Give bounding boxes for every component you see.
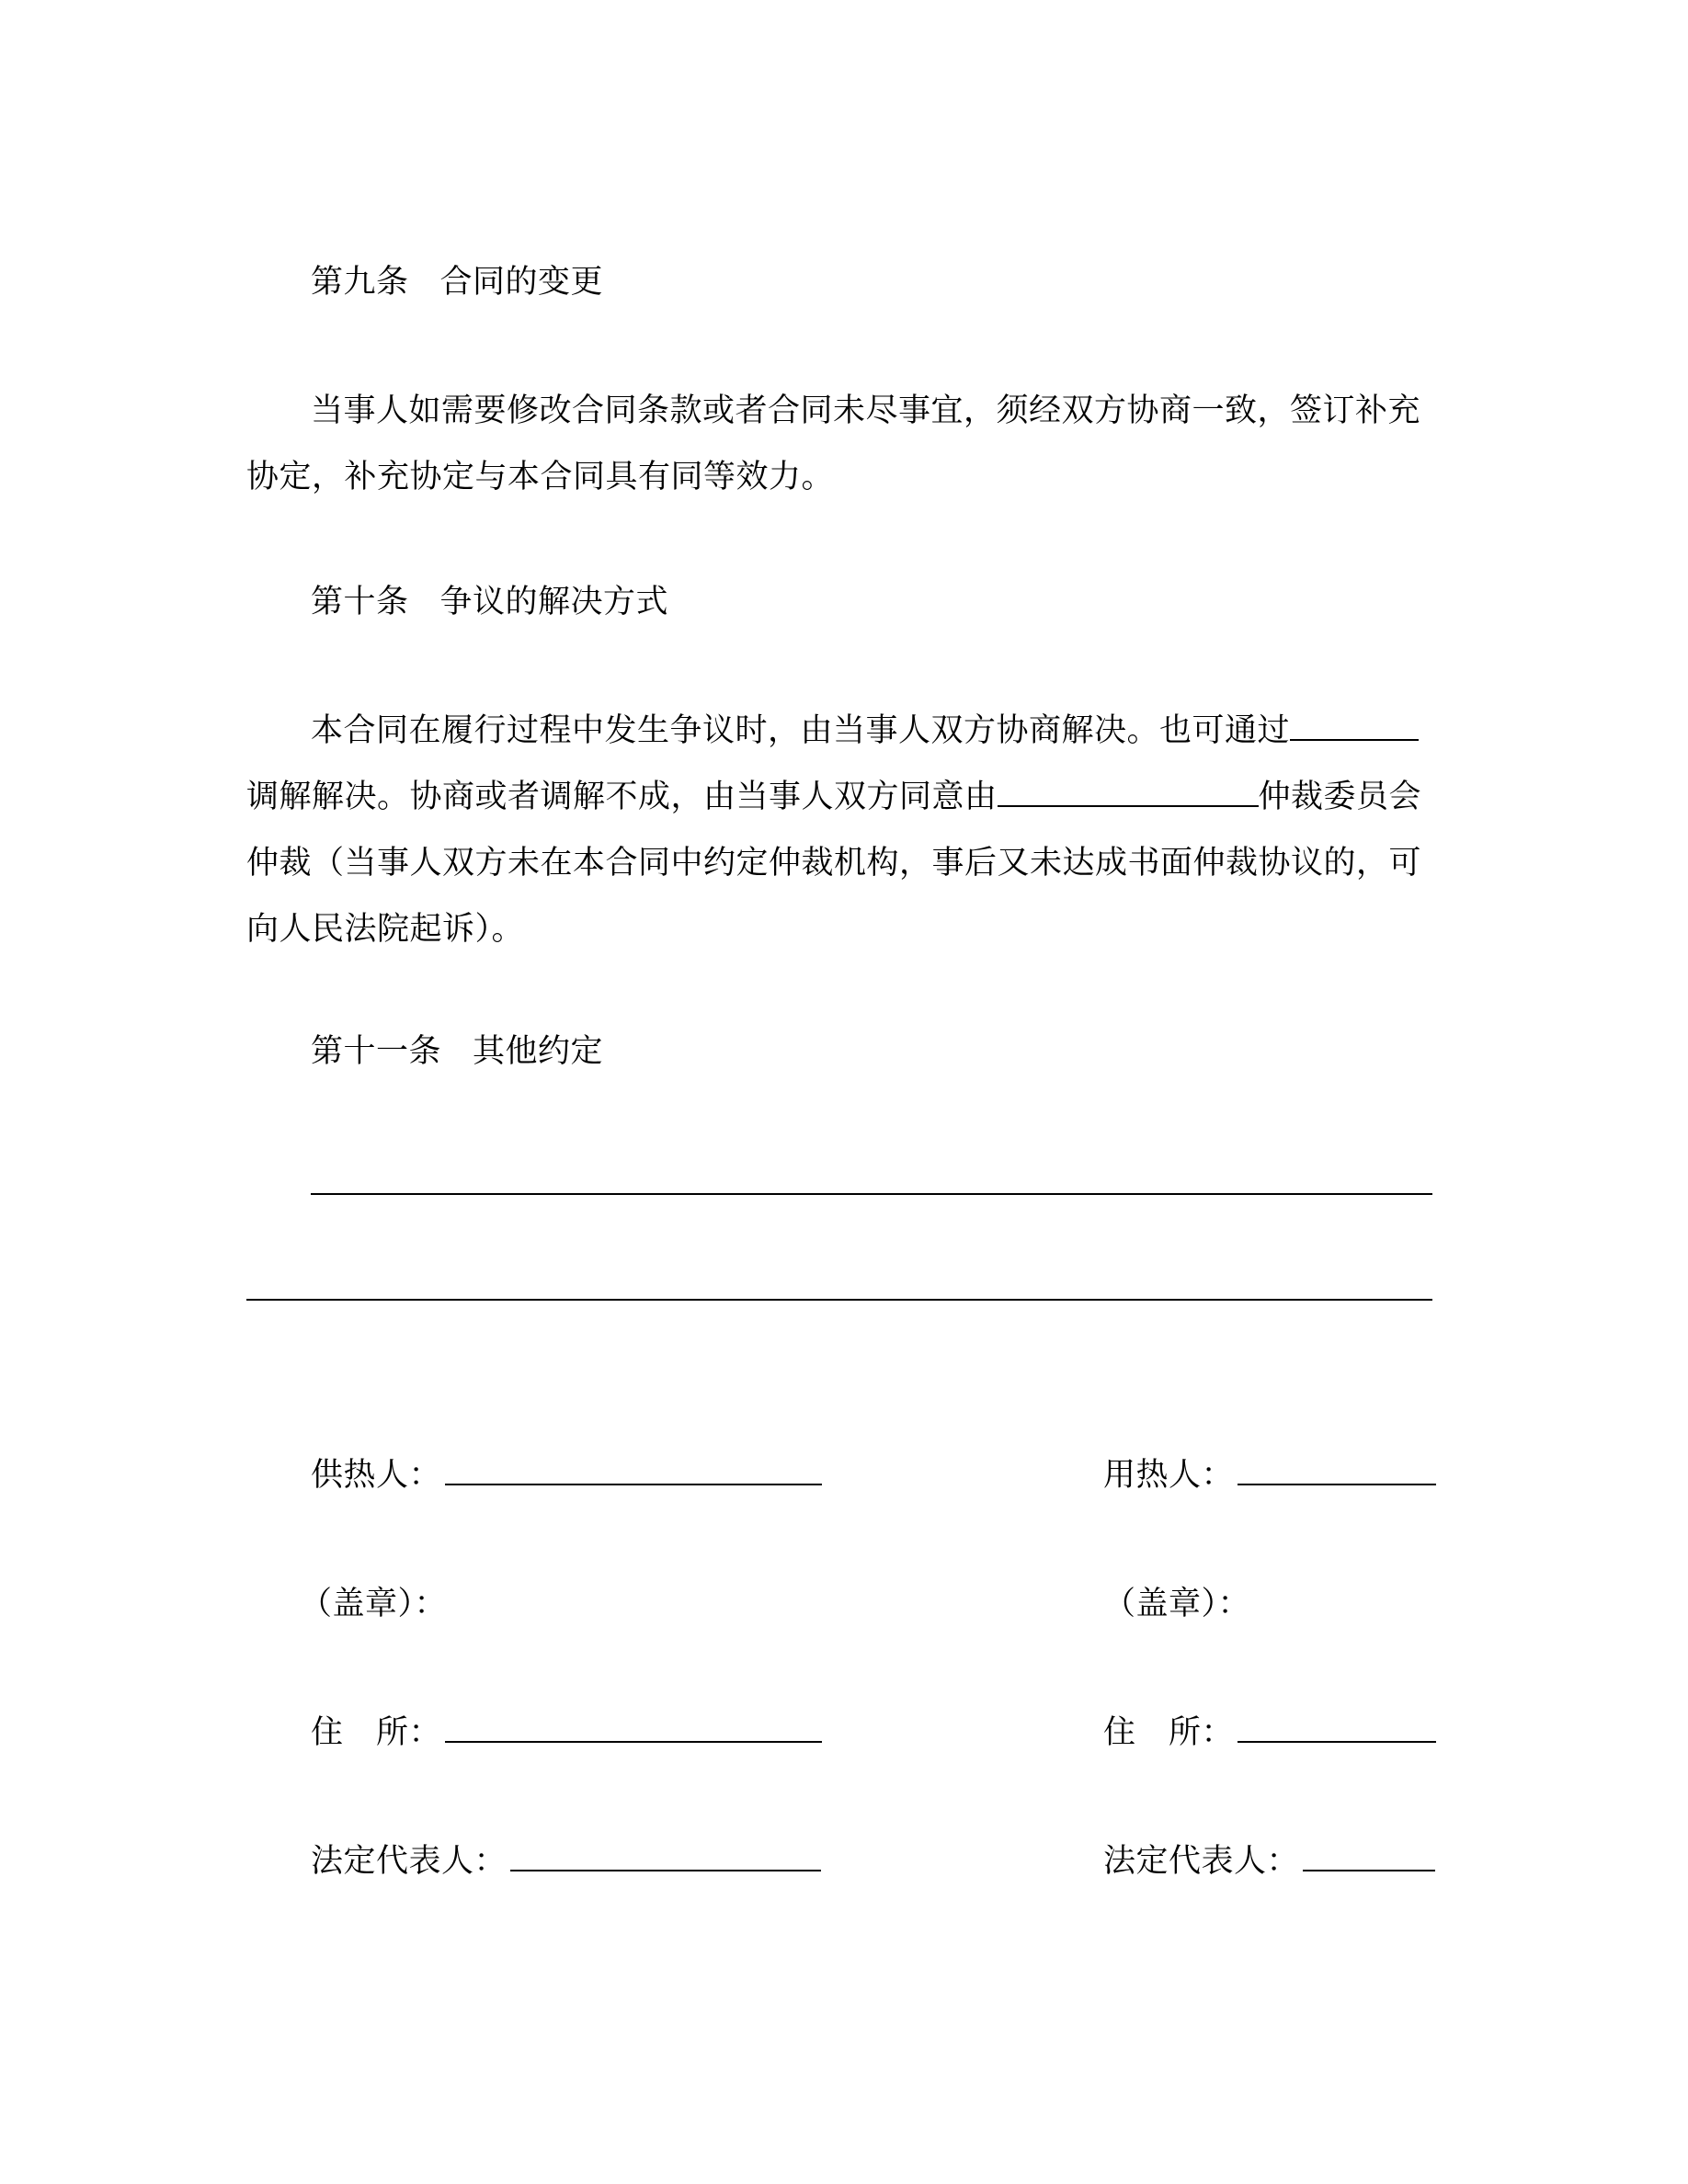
heat-supplier-label: 供热人： <box>311 1457 442 1494</box>
other-terms-line-2[interactable] <box>246 1299 1432 1301</box>
article-10-paragraph-line-3: 仲裁（当事人双方未在本合同中约定仲裁机构，事后又未达成书面仲裁协议的，可 <box>246 845 1422 882</box>
supplier-address-label: 住 所： <box>311 1714 442 1751</box>
other-terms-line-1[interactable] <box>311 1193 1432 1195</box>
article-10-number: 第十条 <box>311 584 409 620</box>
heat-user-label: 用热人： <box>1103 1457 1235 1494</box>
article-10-paragraph-line-2 <box>246 777 1421 817</box>
article-11-number: 第十一条 <box>311 1033 442 1070</box>
supplier-seal-label: （盖章）： <box>300 1586 448 1622</box>
heat-user-field[interactable] <box>1237 1456 1436 1485</box>
user-seal-label: （盖章）： <box>1103 1586 1251 1622</box>
supplier-rep-label: 法定代表人： <box>311 1843 508 1880</box>
article-9-paragraph-line-2: 协定，补充协定与本合同具有同等效力。 <box>246 459 835 495</box>
article-10-paragraph-line-4: 向人民法院起诉）。 <box>246 911 525 948</box>
article-10-heading <box>311 582 668 622</box>
article-10-title: 争议的解决方式 <box>439 584 669 620</box>
arbitration-committee-blank-field[interactable] <box>998 778 1259 807</box>
article-9-paragraph-line-1: 当事人如需要修改合同条款或者合同未尽事宜，须经双方协商一致，签订补充 <box>311 392 1421 429</box>
article-11-title: 其他约定 <box>473 1033 604 1070</box>
user-address-label: 住 所： <box>1103 1714 1235 1751</box>
user-rep-field[interactable] <box>1303 1842 1435 1871</box>
user-rep-row <box>1103 1841 1435 1882</box>
supplier-address-field[interactable] <box>445 1713 822 1743</box>
mediator-blank-field[interactable] <box>1290 711 1419 741</box>
article-9-heading <box>311 262 603 302</box>
user-address-field[interactable] <box>1237 1713 1436 1743</box>
heat-user-row <box>1103 1455 1436 1496</box>
heat-supplier-row <box>311 1455 822 1496</box>
supplier-rep-field[interactable] <box>510 1842 821 1871</box>
article-10-paragraph-line-1 <box>311 711 1419 751</box>
user-rep-label: 法定代表人： <box>1103 1843 1300 1880</box>
article-9-number: 第九条 <box>311 264 409 301</box>
user-address-row <box>1103 1712 1436 1753</box>
article-10-line-2-text: 调解解决。协商或者调解不成，由当事人双方同意由 <box>246 779 998 815</box>
article-9-title: 合同的变更 <box>439 264 604 301</box>
article-10-line-2-suffix: 仲裁委员会 <box>1258 779 1422 815</box>
heat-supplier-field[interactable] <box>445 1456 822 1485</box>
supplier-rep-row <box>311 1841 821 1882</box>
article-11-heading <box>311 1031 603 1072</box>
article-10-line-1-text: 本合同在履行过程中发生争议时，由当事人双方协商解决。也可通过 <box>311 712 1291 749</box>
supplier-address-row <box>311 1712 822 1753</box>
